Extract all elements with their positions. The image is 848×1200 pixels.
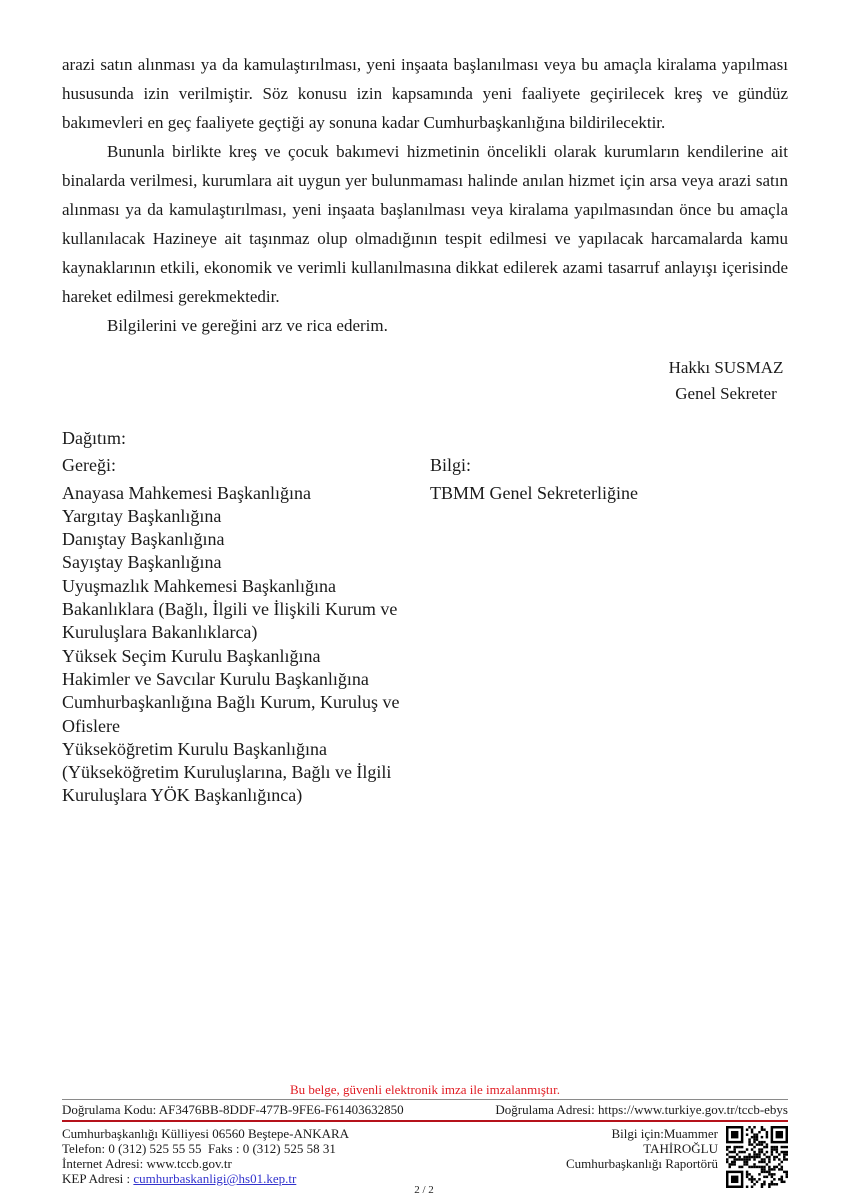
kep-address-link[interactable]: cumhurbaskanligi@hs01.kep.tr [133,1171,297,1186]
geregi-recipient: Kuruluşlara YÖK Başkanlığınca) [62,785,303,806]
distribution-bilgi-column [430,454,788,505]
verification-row [62,1099,788,1120]
geregi-recipient: Ofislere [62,715,120,736]
verification-code: Doğrulama Kodu: AF3476BB-8DDF-477B-9FE6-F61403632850 [62,1102,404,1117]
geregi-recipient: (Yükseköğretim Kuruluşlarına, Bağlı ve İlgili [62,762,392,783]
letter-body [62,50,788,340]
body-paragraph-3: Bilgilerini ve gereğini arz ve rica ederim. [107,316,388,335]
bilgi-recipient: TBMM Genel Sekreterliğine [430,482,638,503]
esign-notice: Bu belge, güvenli elektronik imza ile imzalanmıştır. [289,1082,561,1097]
verification-address: Doğrulama Adresi: https://www.turkiye.gov.tr/tccb-ebys [495,1102,788,1117]
geregi-recipient: Cumhurbaşkanlığına Bağlı Kurum, Kuruluş ve [62,692,400,713]
geregi-label: Gereği: [62,455,116,476]
distribution-section [62,427,788,808]
page-number: 2 / 2 [414,1184,434,1196]
geregi-recipient: Danıştay Başkanlığına [62,529,225,550]
geregi-recipient: Uyuşmazlık Mahkemesi Başkanlığına [62,575,336,596]
qr-code [726,1126,788,1188]
body-paragraph-2: Bununla birlikte kreş ve çocuk bakımevi hizmetinin öncelikli olarak kurumların kendilerine ait binalarda verilmesi, kurumlara ait uygun yer bulunmaması halinde anılan hizmet için arsa veya arazi satın alınması ya da kamulaştırılması, yeni inşaata başlanılması veya kiralama yapılmasından önce bu amaçla kullanılacak Hazineye ait taşınmaz olup olmadığının tespit edilmesi ve yapılacak harcamalarda kamu kaynaklarının etkili, ekonomik ve verimli kullanılmasına dikkat edilerek azami tasarruf anlayışı içerisinde hareket edilmesi gerekmektedir. [62,142,788,306]
geregi-recipient: Bakanlıklara (Bağlı, İlgili ve İlişkili Kurum ve [62,599,398,620]
bilgi-label: Bilgi: [430,455,472,476]
distribution-heading: Dağıtım: [62,428,126,448]
contact-line: Bilgi için:Muammer [611,1126,718,1141]
contact-block [566,1126,718,1171]
geregi-list [62,482,430,808]
signature-block [612,355,840,407]
geregi-recipient: Yükseköğretim Kurulu Başkanlığına [62,738,327,759]
address-block [62,1126,566,1186]
geregi-recipient: Hakimler ve Savcılar Kurulu Başkanlığına [62,668,369,689]
body-paragraph-1: arazi satın alınması ya da kamulaştırılması, yeni inşaata başlanılması veya bu amaçla kiralama yapılması hususunda izin verilmiştir. Söz konusu izin kapsamında yeni faaliyete geçirilecek kreş ve gündüz bakımevleri en geç faaliyete geçtiği ay sonuna kadar Cumhurbaşkanlığına bildirilecektir. [62,55,788,132]
contact-line: TAHİROĞLU [643,1141,718,1156]
distribution-geregi-column [62,454,430,807]
signatory-name: Hakkı SUSMAZ [668,358,784,377]
geregi-recipient: Yüksek Seçim Kurulu Başkanlığına [62,645,321,666]
geregi-recipient: Yargıtay Başkanlığına [62,505,222,526]
page-footer [62,1082,788,1188]
geregi-recipient: Kuruluşlara Bakanlıklarca) [62,622,258,643]
contact-line: Cumhurbaşkanlığı Raportörü [565,1156,718,1171]
address-line: Cumhurbaşkanlığı Külliyesi 06560 Beştepe-ANKARA [62,1126,350,1141]
phone-line: Telefon: 0 (312) 525 55 55 Faks : 0 (312) 525 58 31 [62,1141,336,1156]
web-address-line: İnternet Adresi: www.tccb.gov.tr [62,1156,232,1171]
signatory-title: Genel Sekreter [675,384,777,403]
kep-label: KEP Adresi : [62,1171,134,1186]
bilgi-list [430,482,788,505]
geregi-recipient: Anayasa Mahkemesi Başkanlığına [62,482,311,503]
geregi-recipient: Sayıştay Başkanlığına [62,552,222,573]
